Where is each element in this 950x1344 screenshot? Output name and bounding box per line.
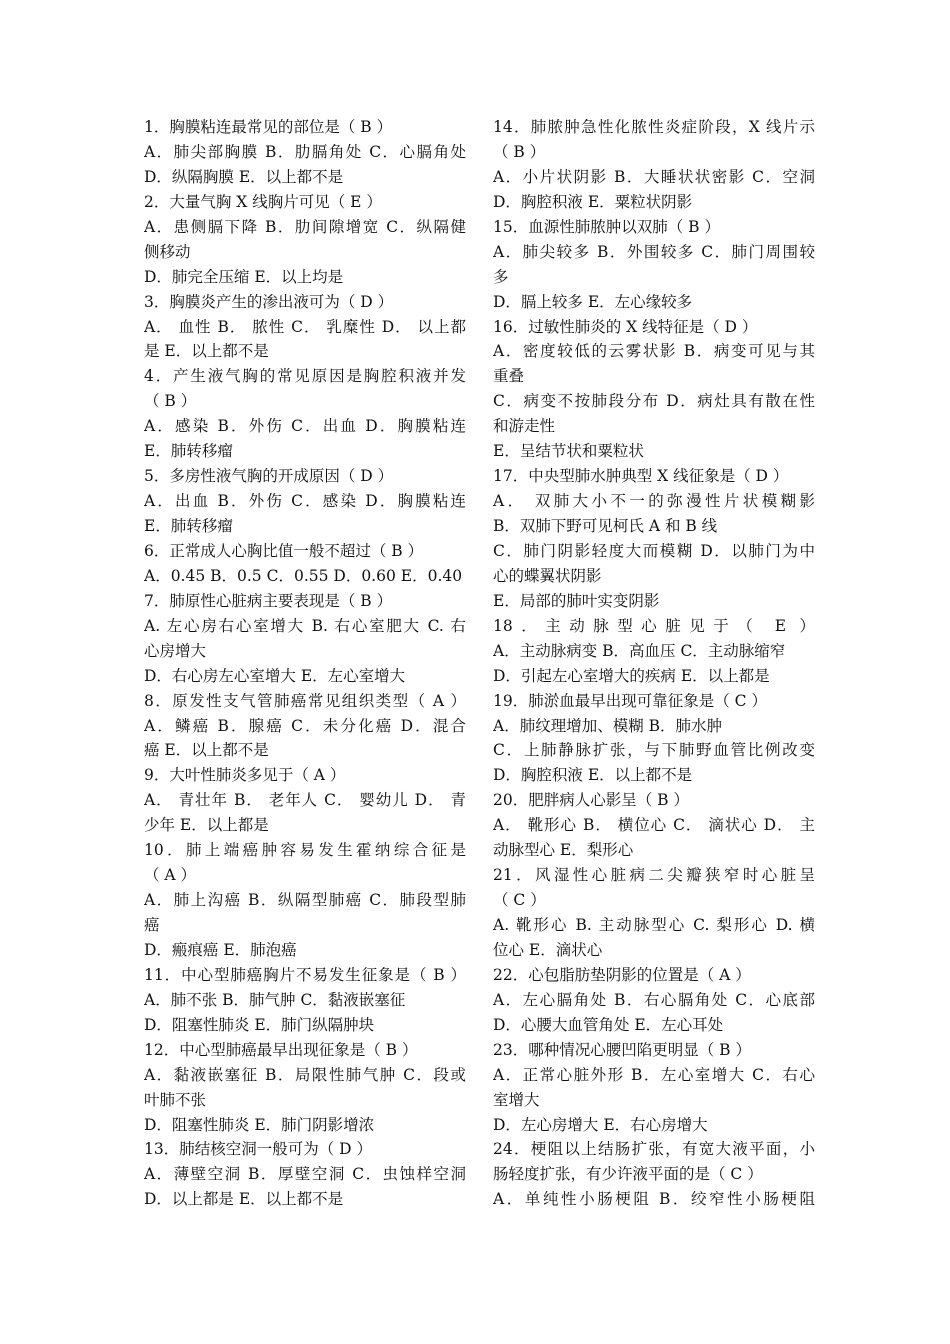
- text-line: 少年 E．以上都是: [144, 816, 269, 835]
- text-line: E．呈结节状和粟粒状: [493, 442, 644, 461]
- text-line: E．局部的肺叶实变阴影: [493, 591, 660, 610]
- text-line: D．胸腔积液 E．以上都不是: [493, 766, 693, 785]
- text-line: 是 E．以上都不是: [144, 342, 269, 361]
- text-line: 11．中心型肺癌胸片不易发生征象是（ B ）: [144, 965, 466, 984]
- text-line: 叶肺不张: [144, 1090, 207, 1109]
- text-line: 18．主动脉型心脏见于（ E ）: [493, 616, 815, 635]
- text-line: 3．胸膜炎产生的渗出液可为（ D ）: [144, 292, 394, 311]
- text-line: A．肺纹理增加、模糊 B．肺水肿: [493, 716, 723, 735]
- text-line: 15．血源性肺脓肿以双肺（ B ）: [493, 217, 720, 236]
- text-line: A. 左心房右心室增大 B. 右心室肥大 C. 右: [144, 616, 466, 635]
- text-line: D．膈上较多 E．左心缘较多: [493, 292, 693, 311]
- text-line: D．以上都是 E．以上都不是: [144, 1190, 344, 1209]
- text-line: C．病变不按肺段分布 D．病灶具有散在性: [493, 392, 815, 411]
- text-line: 心的蝶翼状阴影: [493, 566, 602, 585]
- text-line: 19．肺淤血最早出现可靠征象是（ C ）: [493, 691, 767, 710]
- text-line: A．黏液嵌塞征 B．局限性肺气肿 C．段或: [144, 1065, 466, 1084]
- text-line: 肠轻度扩张，有少许液平面的是（ C ）: [493, 1165, 763, 1184]
- text-line: A．患侧膈下降 B．肋间隙增宽 C．纵隔健: [144, 217, 466, 236]
- text-line: D．阻塞性肺炎 E．肺门阴影增浓: [144, 1115, 375, 1134]
- text-line: A．薄壁空洞 B．厚壁空洞 C．虫蚀样空洞: [144, 1165, 466, 1184]
- text-line: A． 双肺大小不一的弥漫性片状模糊影: [493, 492, 815, 511]
- text-line: 侧移动: [144, 242, 191, 261]
- text-line: 20．肥胖病人心影呈（ B ）: [493, 791, 689, 810]
- text-line: A．肺尖部胸膜 B．肋膈角处 C．心膈角处: [144, 142, 466, 161]
- text-line: A．主动脉病变 B．高血压 C．主动脉缩窄: [493, 641, 786, 660]
- left-column: [144, 115, 466, 1212]
- text-line: 4．产生液气胸的常见原因是胸腔积液并发: [144, 367, 466, 386]
- right-column: [493, 115, 815, 1212]
- text-line: A．鳞癌 B．腺癌 C．未分化癌 D．混合: [144, 716, 466, 735]
- text-line: E．肺转移瘤: [144, 442, 233, 461]
- text-line: B．双肺下野可见柯氏 A 和 B 线: [493, 517, 718, 535]
- text-line: 6．正常成人心胸比值一般不超过（ B ）: [144, 541, 424, 560]
- text-line: E．肺转移瘤: [144, 517, 233, 535]
- text-line: A．左心膈角处 B．右心膈角处 C．心底部: [493, 990, 815, 1009]
- text-line: A．0.45 B．0.5 C．0.55 D．0.60 E．0.40: [144, 566, 463, 585]
- text-line: A．肺不张 B．肺气肿 C．黏液嵌塞征: [144, 990, 406, 1009]
- text-line: 多: [493, 267, 509, 286]
- text-line: D．胸腔积液 E．粟粒状阴影: [493, 192, 693, 211]
- text-line: A．肺尖较多 B．外围较多 C．肺门周围较: [493, 242, 815, 261]
- text-line: 动脉型心 E．梨形心: [493, 841, 634, 860]
- text-line: A．正常心脏外形 B．左心室增大 C．右心: [493, 1065, 815, 1084]
- text-line: D．肺完全压缩 E．以上均是: [144, 267, 344, 286]
- text-line: A． 血性 B． 脓性 C． 乳糜性 D． 以上都: [144, 317, 466, 336]
- text-line: （ A ）: [144, 866, 197, 885]
- text-line: （ B ）: [493, 142, 546, 161]
- text-line: 和游走性: [493, 417, 556, 436]
- text-line: 10．肺上端癌肿容易发生霍纳综合征是: [144, 841, 466, 860]
- text-line: 13．肺结核空洞一般可为（ D ）: [144, 1140, 373, 1159]
- text-line: 17．中央型肺水肿典型 X 线征象是（ D ）: [493, 467, 789, 486]
- text-line: A．肺上沟癌 B．纵隔型肺癌 C．肺段型肺: [144, 891, 466, 910]
- text-line: （ C ）: [493, 891, 546, 910]
- text-line: A．出血 B．外伤 C．感染 D．胸膜粘连: [144, 492, 466, 511]
- text-line: A．单纯性小肠梗阻 B．绞窄性小肠梗阻: [493, 1190, 815, 1209]
- text-line: C．上肺静脉扩张，与下肺野血管比例改变: [493, 741, 815, 760]
- text-line: D．右心房左心室增大 E．左心室增大: [144, 666, 406, 685]
- text-line: A． 靴形心 B． 横位心 C． 滴状心 D． 主: [493, 816, 815, 835]
- text-line: 9．大叶性肺炎多见于（ A ）: [144, 766, 346, 785]
- text-line: 7．肺原性心脏病主要表现是（ B ）: [144, 591, 393, 610]
- text-line: 12．中心型肺癌最早出现征象是（ B ）: [144, 1040, 418, 1059]
- text-line: D．引起左心室增大的疾病 E．以上都是: [493, 666, 770, 685]
- text-line: 24．梗阻以上结肠扩张，有宽大液平面，小: [493, 1140, 815, 1159]
- text-line: D．瘢痕癌 E．肺泡癌: [144, 940, 297, 959]
- text-line: 8．原发性支气管肺癌常见组织类型（ A ）: [144, 691, 466, 710]
- text-line: A． 青壮年 B． 老年人 C． 婴幼儿 D． 青: [144, 791, 466, 810]
- text-line: 5．多房性液气胸的开成原因（ D ）: [144, 467, 394, 486]
- text-line: 1．胸膜粘连最常见的部位是（ B ）: [144, 118, 393, 136]
- text-line: 21．风湿性心脏病二尖瓣狭窄时心脏呈: [493, 866, 815, 885]
- text-line: 22．心包脂肪垫阴影的位置是（ A ）: [493, 965, 751, 984]
- text-line: 癌 E．以上都不是: [144, 741, 269, 760]
- text-line: C．肺门阴影轻度大而模糊 D．以肺门为中: [493, 541, 815, 560]
- text-line: A．小片状阴影 B．大睡状状密影 C．空洞: [493, 167, 815, 186]
- text-line: A. 靴形心 B. 主动脉型心 C. 梨形心 D. 横: [493, 916, 815, 934]
- text-line: D．阻塞性肺炎 E．肺门纵隔肿块: [144, 1015, 375, 1034]
- text-line: 重叠: [493, 367, 525, 386]
- text-line: 14．肺脓肿急性化脓性炎症阶段，X 线片示: [493, 118, 815, 136]
- text-line: 2．大量气胸 X 线胸片可见（ E ）: [144, 192, 382, 211]
- text-line: 癌: [144, 916, 160, 934]
- text-line: 心房增大: [144, 641, 207, 660]
- text-line: D．左心房增大 E．右心房增大: [493, 1115, 708, 1134]
- text-line: 位心 E．滴状心: [493, 940, 603, 959]
- text-line: D．纵隔胸膜 E．以上都不是: [144, 167, 344, 186]
- text-line: A．感染 B．外伤 C．出血 D．胸膜粘连: [144, 417, 466, 436]
- text-line: 23．哪种情况心腰凹陷更明显（ B ）: [493, 1040, 751, 1059]
- text-line: （ B ）: [144, 392, 197, 411]
- text-line: A．密度较低的云雾状影 B．病变可见与其: [493, 342, 815, 361]
- text-line: D．心腰大血管角处 E．左心耳处: [493, 1015, 724, 1034]
- text-line: 16．过敏性肺炎的 X 线特征是（ D ）: [493, 317, 758, 336]
- text-line: 室增大: [493, 1090, 540, 1109]
